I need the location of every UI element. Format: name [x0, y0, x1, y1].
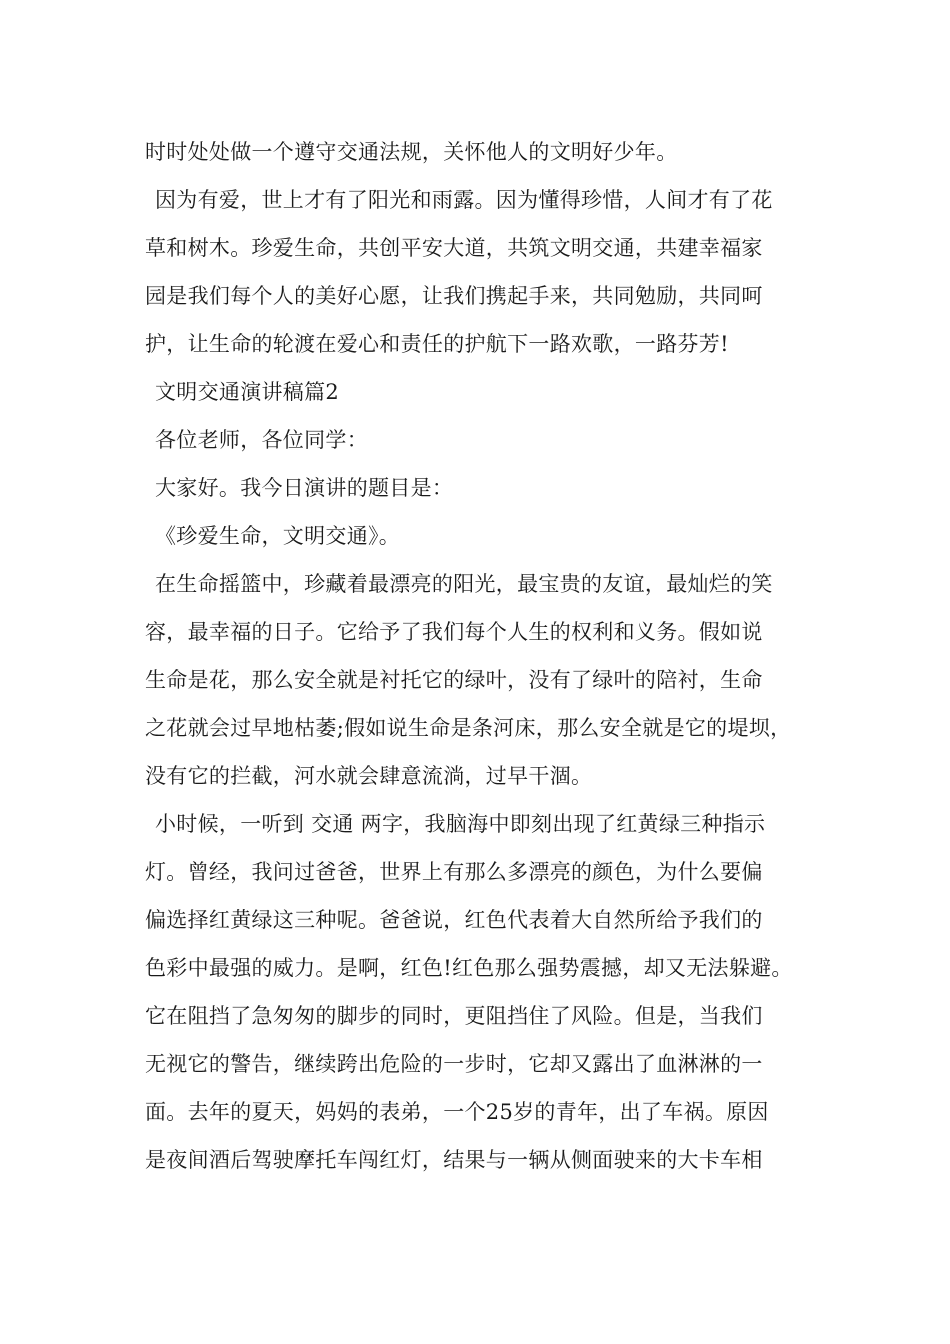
paragraph-start: 在生命摇篮中，珍藏着最漂亮的阳光，最宝贵的友谊，最灿烂的笑: [155, 572, 773, 596]
text-line: 之花就会过早地枯萎;假如说生命是条河床，那么安全就是它的堤坝，: [145, 716, 792, 740]
text-line: 草和树木。珍爱生命，共创平安大道，共筑文明交通，共建幸福家: [145, 236, 763, 260]
speech-title: 《珍爱生命，文明交通》。: [155, 524, 401, 548]
paragraph-start: 小时候，一听到 交通 两字，我脑海中即刻出现了红黄绿三种指示: [155, 812, 766, 836]
section-heading: 文明交通演讲稿篇2: [155, 380, 340, 404]
text-line: 生命是花，那么安全就是衬托它的绿叶，没有了绿叶的陪衬，生命: [145, 668, 763, 692]
paragraph-start: 大家好。我今日演讲的题目是：: [155, 476, 454, 500]
text-line: 时时处处做一个遵守交通法规，关怀他人的文明好少年。: [145, 140, 678, 164]
text-line: 护，让生命的轮渡在爱心和责任的护航下一路欢歌，一路芬芳!: [145, 332, 729, 356]
text-line: 没有它的拦截，河水就会肆意流淌，过早干涸。: [145, 764, 593, 788]
text-line: 灯。曾经，我问过爸爸，世界上有那么多漂亮的颜色，为什么要偏: [145, 860, 763, 884]
text-line: 色彩中最强的威力。是啊，红色!红色那么强势震撼，却又无法躲避。: [145, 956, 793, 980]
text-line: 它在阻挡了急匆匆的脚步的同时，更阻挡住了风险。但是，当我们: [145, 1004, 763, 1028]
text-line: 无视它的警告，继续跨出危险的一步时，它却又露出了血淋淋的一: [145, 1052, 763, 1076]
text-line: 面。去年的夏天，妈妈的表弟，一个25岁的青年，出了车祸。原因: [145, 1100, 769, 1124]
paragraph-start: 因为有爱，世上才有了阳光和雨露。因为懂得珍惜，人间才有了花: [155, 188, 773, 212]
text-line: 偏选择红黄绿这三种呢。爸爸说，红色代表着大自然所给予我们的: [145, 908, 763, 932]
document-body: [145, 128, 845, 1184]
text-line: 是夜间酒后驾驶摩托车闯红灯，结果与一辆从侧面驶来的大卡车相: [145, 1148, 763, 1172]
text-line: 容，最幸福的日子。它给予了我们每个人生的权利和义务。假如说: [145, 620, 763, 644]
salutation: 各位老师，各位同学：: [155, 428, 368, 452]
text-line: 园是我们每个人的美好心愿，让我们携起手来，共同勉励，共同呵: [145, 284, 763, 308]
